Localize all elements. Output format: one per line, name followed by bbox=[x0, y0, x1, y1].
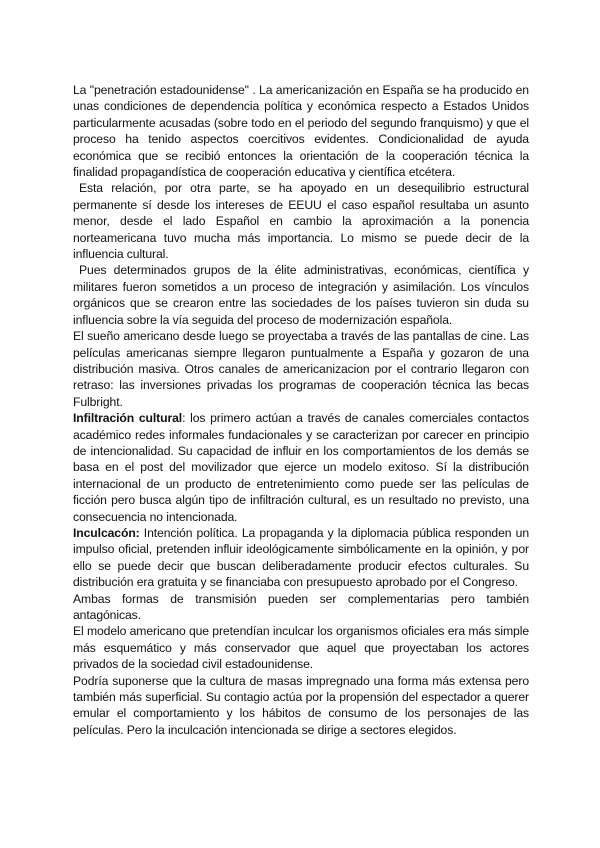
paragraph-text: Pues determinados grupos de la élite administrativas, económicas, científica y militares fueron sometidos a un proceso de integración y asimilación. Los vínculos orgánicos que se crearon entre las sociedades de los países tuvieron sin duda su influencia sobre la vía seguida del proceso de modernización española. bbox=[73, 263, 529, 327]
paragraph-text: Ambas formas de transmisión pueden ser complementarias pero también antagónicas. bbox=[73, 591, 529, 622]
paragraph-modelo-americano bbox=[73, 623, 529, 672]
paragraph-inculcacion bbox=[73, 525, 529, 591]
paragraph-relacion bbox=[73, 180, 529, 262]
paragraph-text: Esta relación, por otra parte, se ha apoyado en un desequilibrio estructural permanente sí desde los intereses de EEUU el caso español resultaba un asunto menor, desde el lado Español en cambio la aproximación a la ponencia norteamericana tuvo mucha más importancia. Lo mismo se puede decir de la influencia cultural. bbox=[73, 181, 529, 262]
paragraph-text: : los primero actúan a través de canales comerciales contactos académico redes informales fundacionales y se caracterizan por carecer en principio de intencionalidad. Su capacidad de influir en los comportamientos de los demás se basa en el post del movilizador que ejerce un modelo exitoso. Sí la distribución internacional de un producto de entretenimiento como puede ser las películas de ficción pero busca algún tipo de infiltración cultural, es un resultado no previsto, una consecuencia no intencionada. bbox=[73, 411, 529, 524]
paragraph-text: El modelo americano que pretendían inculcar los organismos oficiales era más simple más esquemático y más conservador que aquel que proyectaban los actores privados de la sociedad civil estadounidense. bbox=[73, 624, 529, 672]
paragraph-text: El sueño americano desde luego se proyectaba a través de las pantallas de cine. Las películas americanas siempre llegaron puntualmente a España y gozaron de una distribución masiva. Otros canales de americanizacion por el contrario llegaron con retraso: las inversiones privadas los programas de cooperación técnica las becas Fulbright. bbox=[73, 329, 529, 409]
paragraph-infiltracion bbox=[73, 410, 529, 525]
paragraph-cultura-masas bbox=[73, 673, 529, 739]
paragraph-ambas-formas bbox=[73, 591, 529, 624]
paragraph-penetracion bbox=[73, 82, 529, 180]
term-infiltracion-cultural: Infiltración cultural bbox=[73, 411, 183, 426]
term-inculcacion: Inculcacón: bbox=[73, 525, 140, 540]
paragraph-sueno-americano bbox=[73, 328, 529, 410]
paragraph-text: La "penetración estadounidense" . La americanización en España se ha producido en unas condiciones de dependencia política y económica respecto a Estados Unidos particularmente acusadas (sobre todo en el periodo del segundo franquismo) y que el proceso ha tenido aspectos coercitivos evidentes. Condicionalidad de ayuda económica que se recibió entonces la orientación de la cooperación técnica la finalidad propagandística de cooperación educativa y científica etcétera. bbox=[73, 83, 529, 180]
paragraph-text: Intención política. La propaganda y la diplomacia pública responden un impulso oficial, pretenden influir ideológicamente simbólicamente en la opinión, y por ello se puede decir que buscan deliberadamente producir efectos culturales. Su distribución era gratuita y se financiaba con presupuesto aprobado por el Congreso. bbox=[73, 525, 529, 590]
paragraph-elite bbox=[73, 262, 529, 328]
document-page bbox=[73, 82, 529, 738]
paragraph-text: Podría suponerse que la cultura de masas impregnado una forma más extensa pero también más superficial. Su contagio actúa por la propensión del espectador a querer emular el comportamiento y los hábitos de consumo de los personajes de las películas. Pero la inculcación intencionada se dirige a sectores elegidos. bbox=[73, 673, 529, 737]
